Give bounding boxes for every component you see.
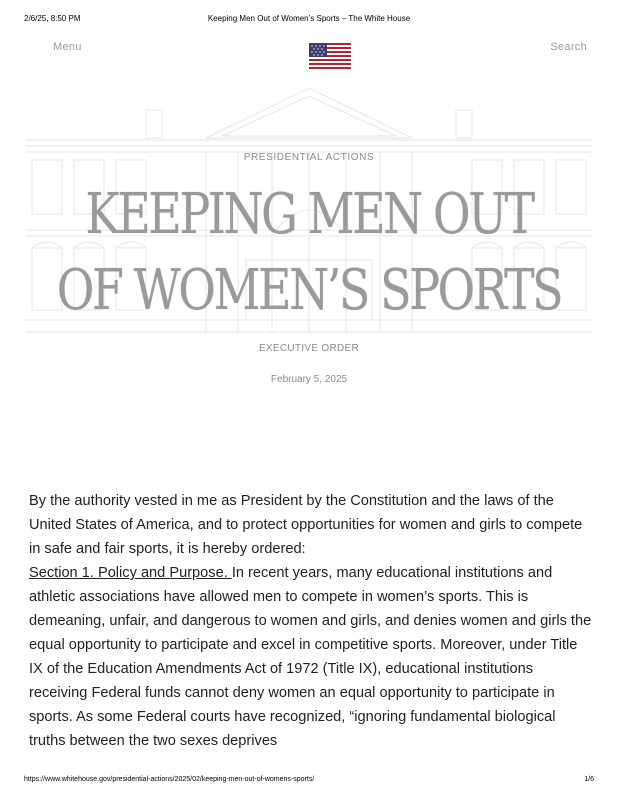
section-1-heading[interactable]: Section 1. Policy and Purpose. [29,565,232,581]
article-body [29,489,594,753]
print-date: 2/6/25, 8:50 PM [24,14,81,23]
page-number: 1/6 [584,776,594,783]
menu-button[interactable]: Menu [53,41,82,53]
page-title-line-2: OF WOMEN’S SPORTS [56,258,562,323]
section-1-paragraph [29,561,594,753]
page-title-line-1: KEEPING MEN OUT [85,182,533,247]
intro-paragraph: By the authority vested in me as President by the Constitution and the laws of the United States of America, and to protect opportunities for women and girls to compete in safe and fair sports, it is hereby ordered: [29,493,583,557]
section-eyebrow[interactable]: PRESIDENTIAL ACTIONS [243,152,375,163]
print-title: Keeping Men Out of Women’s Sports – The White House [207,14,411,23]
print-header [0,14,618,28]
publish-date: February 5, 2025 [270,374,348,385]
section-1-text: In recent years, many educational institutions and athletic associations have allowed men to compete in women’s sports. This is demeaning, unfair, and dangerous to women and girls, and denies women and girls the equal opportunity to participate and excel in competitive sports. Moreover, under Title IX of the Education Amendments Act of 1972 (Title IX), educational institutions receiving Federal funds cannot deny women an equal opportunity to participate in sports. As some Federal courts have recognized, “ignoring fundamental biological truths between the two sexes deprives [29,565,592,749]
us-flag-icon[interactable] [307,40,353,72]
print-url: https://www.whitehouse.gov/presidential-actions/2025/02/keeping-men-out-of-womens-sports/ [24,776,315,783]
document-type: EXECUTIVE ORDER [258,343,360,354]
search-button[interactable]: Search [550,41,587,53]
print-footer [0,776,618,788]
